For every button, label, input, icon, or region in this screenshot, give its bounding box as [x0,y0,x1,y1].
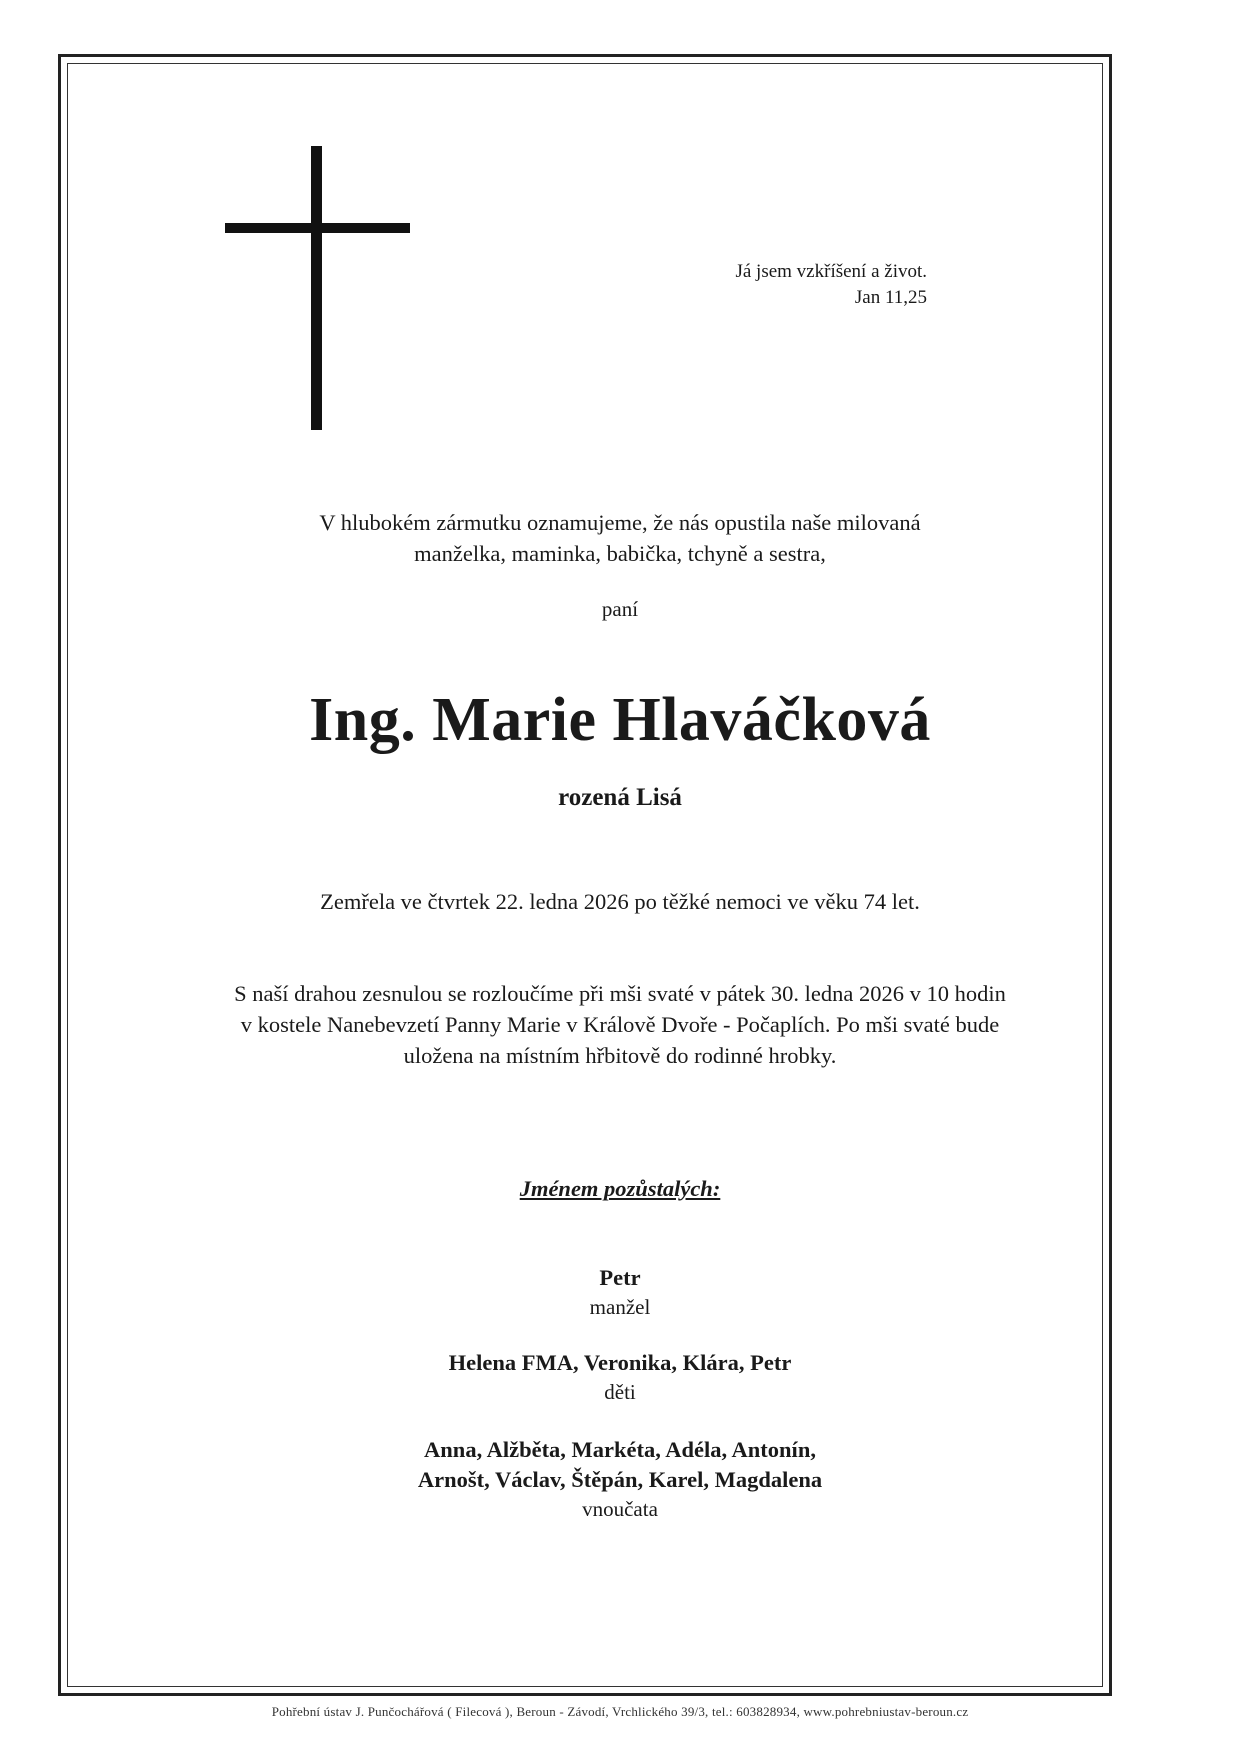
cross-horizontal-bar [225,223,410,233]
quote-text: Já jsem vzkříšení a život. [735,261,927,282]
intro-line-1: V hlubokém zármutku oznamujeme, že nás opustila naše milovaná [319,510,921,535]
intro-line-2: manželka, maminka, babička, tchyně a sestra, [414,541,826,566]
funeral-home-footer: Pohřební ústav J. Punčochářová ( Filecová ), Beroun - Závodí, Vrchlického 39/3, tel.: 603828934, www.pohrebniustav-beroun.cz [271,1704,969,1719]
survivor-group-children [67,1348,1173,1406]
salutation: paní [601,597,639,621]
death-notice: Zemřela ve čtvrtek 22. ledna 2026 po těžké nemoci ve věku 74 let. [320,889,920,914]
maiden-name: rozená Lisá [558,784,682,811]
survivor-names-line-1: Anna, Alžběta, Markéta, Adéla, Antonín, [424,1437,816,1462]
funeral-line-2: v kostele Nanebevzetí Panny Marie v Králově Dvoře - Počaplích. Po mši svaté bude [240,1012,1000,1037]
survivor-names: Petr [599,1265,641,1290]
funeral-info [67,978,1173,1071]
quote-reference: Jan 11,25 [854,287,927,308]
survivor-relation: manžel [589,1295,651,1319]
funeral-line-3: uložena na místním hřbitově do rodinné hrobky. [403,1043,837,1068]
cross-vertical-bar [311,146,322,430]
survivor-group-grandchildren [67,1435,1173,1523]
survivor-names-line-2: Arnošt, Václav, Štěpán, Karel, Magdalena [417,1467,823,1492]
survivor-names: Helena FMA, Veronika, Klára, Petr [448,1350,792,1375]
survivor-relation: děti [604,1380,636,1404]
survivors-title: Jménem pozůstalých: [519,1176,721,1201]
intro-text [67,507,1173,569]
bible-quote [735,259,927,311]
funeral-line-1: S naší drahou zesnulou se rozloučíme při mši svaté v pátek 30. ledna 2026 v 10 hodin [234,981,1006,1006]
survivor-group-spouse [67,1263,1173,1321]
survivor-relation: vnoučata [582,1497,658,1521]
deceased-name: Ing. Marie Hlaváčková [309,686,931,754]
